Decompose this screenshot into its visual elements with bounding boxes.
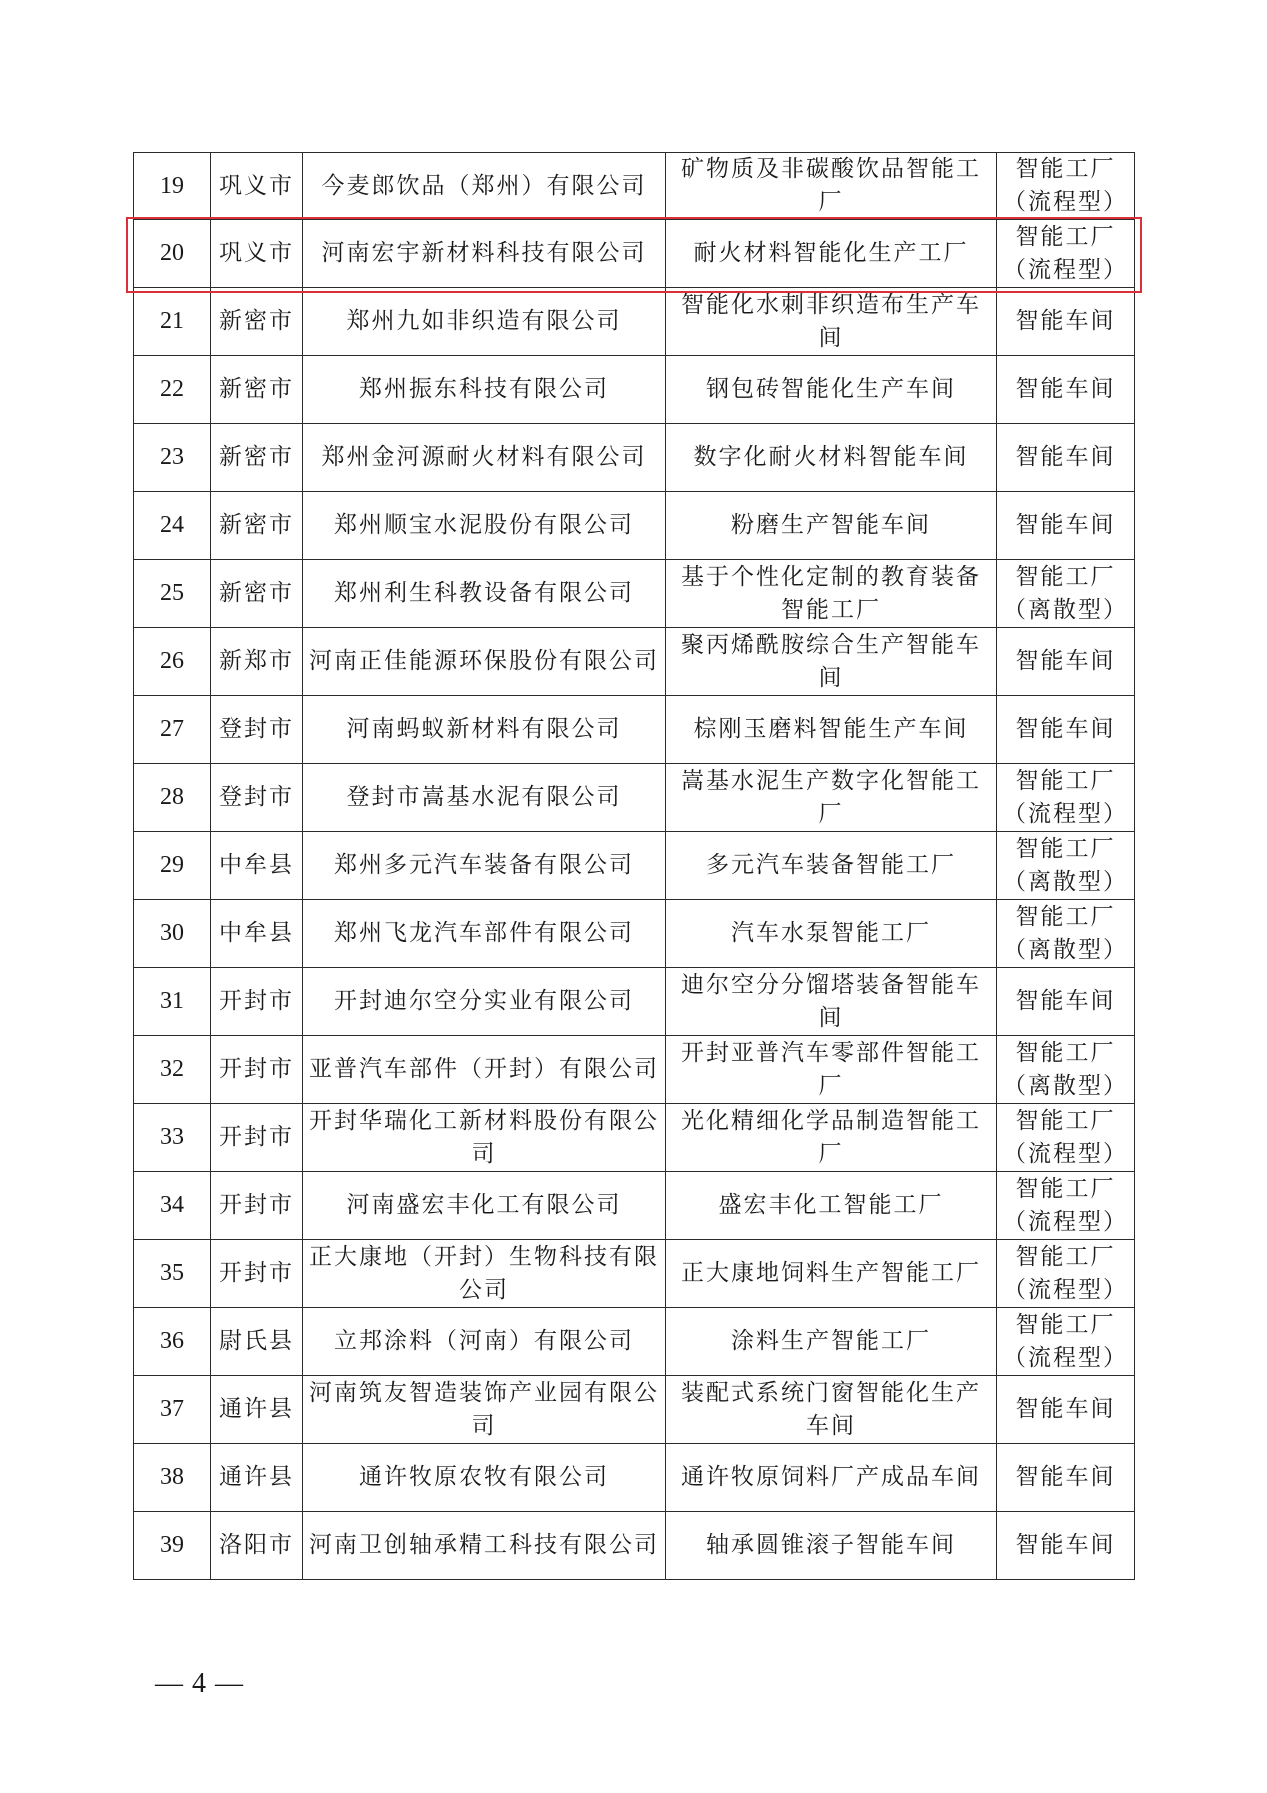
company-name-cell: 河南卫创轴承精工科技有限公司	[303, 1512, 666, 1580]
region-cell: 新密市	[211, 424, 303, 492]
project-name-cell: 涂料生产智能工厂	[666, 1308, 997, 1376]
region-cell: 通许县	[211, 1444, 303, 1512]
project-type-cell: 智能车间	[997, 696, 1135, 764]
row-number: 22	[134, 356, 211, 424]
project-type-cell: 智能车间	[997, 356, 1135, 424]
project-name-cell: 迪尔空分分馏塔装备智能车间	[666, 968, 997, 1036]
region-cell: 新密市	[211, 288, 303, 356]
project-name-cell: 装配式系统门窗智能化生产车间	[666, 1376, 997, 1444]
row-number: 25	[134, 560, 211, 628]
project-name-cell: 光化精细化学品制造智能工厂	[666, 1104, 997, 1172]
table-row	[134, 220, 1135, 288]
project-type-cell: 智能工厂（离散型）	[997, 1036, 1135, 1104]
table-row	[134, 968, 1135, 1036]
region-cell: 中牟县	[211, 832, 303, 900]
region-cell: 新密市	[211, 560, 303, 628]
region-cell: 中牟县	[211, 900, 303, 968]
project-name-cell: 聚丙烯酰胺综合生产智能车间	[666, 628, 997, 696]
table-row	[134, 900, 1135, 968]
project-name-cell: 数字化耐火材料智能车间	[666, 424, 997, 492]
table-row	[134, 1240, 1135, 1308]
region-cell: 尉氏县	[211, 1308, 303, 1376]
project-name-cell: 钢包砖智能化生产车间	[666, 356, 997, 424]
project-type-cell: 智能工厂（离散型）	[997, 900, 1135, 968]
company-name-cell: 开封华瑞化工新材料股份有限公司	[303, 1104, 666, 1172]
table-row	[134, 832, 1135, 900]
project-name-cell: 基于个性化定制的教育装备智能工厂	[666, 560, 997, 628]
row-number: 30	[134, 900, 211, 968]
project-name-cell: 汽车水泵智能工厂	[666, 900, 997, 968]
company-name-cell: 登封市嵩基水泥有限公司	[303, 764, 666, 832]
row-number: 19	[134, 153, 211, 220]
table-row	[134, 1376, 1135, 1444]
region-cell: 开封市	[211, 1240, 303, 1308]
region-cell: 巩义市	[211, 153, 303, 220]
row-number: 24	[134, 492, 211, 560]
table-row	[134, 696, 1135, 764]
company-name-cell: 河南正佳能源环保股份有限公司	[303, 628, 666, 696]
project-name-cell: 正大康地饲料生产智能工厂	[666, 1240, 997, 1308]
company-name-cell: 河南筑友智造装饰产业园有限公司	[303, 1376, 666, 1444]
project-name-cell: 开封亚普汽车零部件智能工厂	[666, 1036, 997, 1104]
row-number: 31	[134, 968, 211, 1036]
region-cell: 开封市	[211, 1104, 303, 1172]
row-number: 26	[134, 628, 211, 696]
company-name-cell: 郑州九如非织造有限公司	[303, 288, 666, 356]
project-type-cell: 智能车间	[997, 628, 1135, 696]
company-name-cell: 郑州利生科教设备有限公司	[303, 560, 666, 628]
project-name-cell: 嵩基水泥生产数字化智能工厂	[666, 764, 997, 832]
project-type-cell: 智能车间	[997, 1376, 1135, 1444]
company-name-cell: 立邦涂料（河南）有限公司	[303, 1308, 666, 1376]
table-row	[134, 1104, 1135, 1172]
region-cell: 通许县	[211, 1376, 303, 1444]
project-type-cell: 智能工厂（流程型）	[997, 1308, 1135, 1376]
project-type-cell: 智能车间	[997, 968, 1135, 1036]
project-name-cell: 智能化水刺非织造布生产车间	[666, 288, 997, 356]
project-type-cell: 智能工厂（流程型）	[997, 764, 1135, 832]
page-number: — 4 —	[155, 1668, 244, 1699]
region-cell: 开封市	[211, 1172, 303, 1240]
project-type-cell: 智能车间	[997, 1444, 1135, 1512]
table-row	[134, 492, 1135, 560]
company-name-cell: 郑州多元汽车装备有限公司	[303, 832, 666, 900]
project-name-cell: 棕刚玉磨料智能生产车间	[666, 696, 997, 764]
table-row	[134, 764, 1135, 832]
row-number: 21	[134, 288, 211, 356]
project-type-cell: 智能工厂（流程型）	[997, 1172, 1135, 1240]
row-number: 23	[134, 424, 211, 492]
company-name-cell: 河南蚂蚁新材料有限公司	[303, 696, 666, 764]
company-name-cell: 今麦郎饮品（郑州）有限公司	[303, 153, 666, 220]
company-name-cell: 郑州金河源耐火材料有限公司	[303, 424, 666, 492]
row-number: 37	[134, 1376, 211, 1444]
project-name-cell: 矿物质及非碳酸饮品智能工厂	[666, 153, 997, 220]
company-name-cell: 开封迪尔空分实业有限公司	[303, 968, 666, 1036]
table-row	[134, 1036, 1135, 1104]
table-row	[134, 153, 1135, 220]
project-name-cell: 通许牧原饲料厂产成品车间	[666, 1444, 997, 1512]
project-type-cell: 智能车间	[997, 288, 1135, 356]
project-type-cell: 智能工厂（流程型）	[997, 1240, 1135, 1308]
region-cell: 巩义市	[211, 220, 303, 288]
row-number: 39	[134, 1512, 211, 1580]
region-cell: 开封市	[211, 1036, 303, 1104]
project-name-cell: 粉磨生产智能车间	[666, 492, 997, 560]
project-type-cell: 智能工厂（流程型）	[997, 153, 1135, 220]
row-number: 34	[134, 1172, 211, 1240]
region-cell: 登封市	[211, 696, 303, 764]
region-cell: 登封市	[211, 764, 303, 832]
project-type-cell: 智能车间	[997, 424, 1135, 492]
company-name-cell: 河南宏宇新材料科技有限公司	[303, 220, 666, 288]
company-name-cell: 河南盛宏丰化工有限公司	[303, 1172, 666, 1240]
row-number: 36	[134, 1308, 211, 1376]
project-type-cell: 智能车间	[997, 1512, 1135, 1580]
region-cell: 新密市	[211, 356, 303, 424]
company-name-cell: 通许牧原农牧有限公司	[303, 1444, 666, 1512]
table-row	[134, 560, 1135, 628]
company-name-cell: 郑州振东科技有限公司	[303, 356, 666, 424]
project-type-cell: 智能工厂（流程型）	[997, 1104, 1135, 1172]
project-name-cell: 盛宏丰化工智能工厂	[666, 1172, 997, 1240]
project-type-cell: 智能工厂（离散型）	[997, 560, 1135, 628]
table-row	[134, 1512, 1135, 1580]
row-number: 20	[134, 220, 211, 288]
row-number: 29	[134, 832, 211, 900]
table-row	[134, 424, 1135, 492]
region-cell: 开封市	[211, 968, 303, 1036]
project-name-cell: 轴承圆锥滚子智能车间	[666, 1512, 997, 1580]
company-name-cell: 正大康地（开封）生物科技有限公司	[303, 1240, 666, 1308]
table-row	[134, 628, 1135, 696]
company-name-cell: 郑州顺宝水泥股份有限公司	[303, 492, 666, 560]
company-name-cell: 郑州飞龙汽车部件有限公司	[303, 900, 666, 968]
row-number: 27	[134, 696, 211, 764]
table-row	[134, 1308, 1135, 1376]
project-type-cell: 智能工厂（离散型）	[997, 832, 1135, 900]
table-row	[134, 1444, 1135, 1512]
table-row	[134, 288, 1135, 356]
company-name-cell: 亚普汽车部件（开封）有限公司	[303, 1036, 666, 1104]
enterprise-list-table	[133, 152, 1135, 1580]
project-type-cell: 智能车间	[997, 492, 1135, 560]
project-type-cell: 智能工厂（流程型）	[997, 220, 1135, 288]
region-cell: 洛阳市	[211, 1512, 303, 1580]
project-name-cell: 多元汽车装备智能工厂	[666, 832, 997, 900]
region-cell: 新郑市	[211, 628, 303, 696]
row-number: 33	[134, 1104, 211, 1172]
row-number: 28	[134, 764, 211, 832]
row-number: 35	[134, 1240, 211, 1308]
project-name-cell: 耐火材料智能化生产工厂	[666, 220, 997, 288]
table-row	[134, 1172, 1135, 1240]
row-number: 38	[134, 1444, 211, 1512]
table-body	[134, 153, 1135, 1580]
row-number: 32	[134, 1036, 211, 1104]
table-row	[134, 356, 1135, 424]
region-cell: 新密市	[211, 492, 303, 560]
